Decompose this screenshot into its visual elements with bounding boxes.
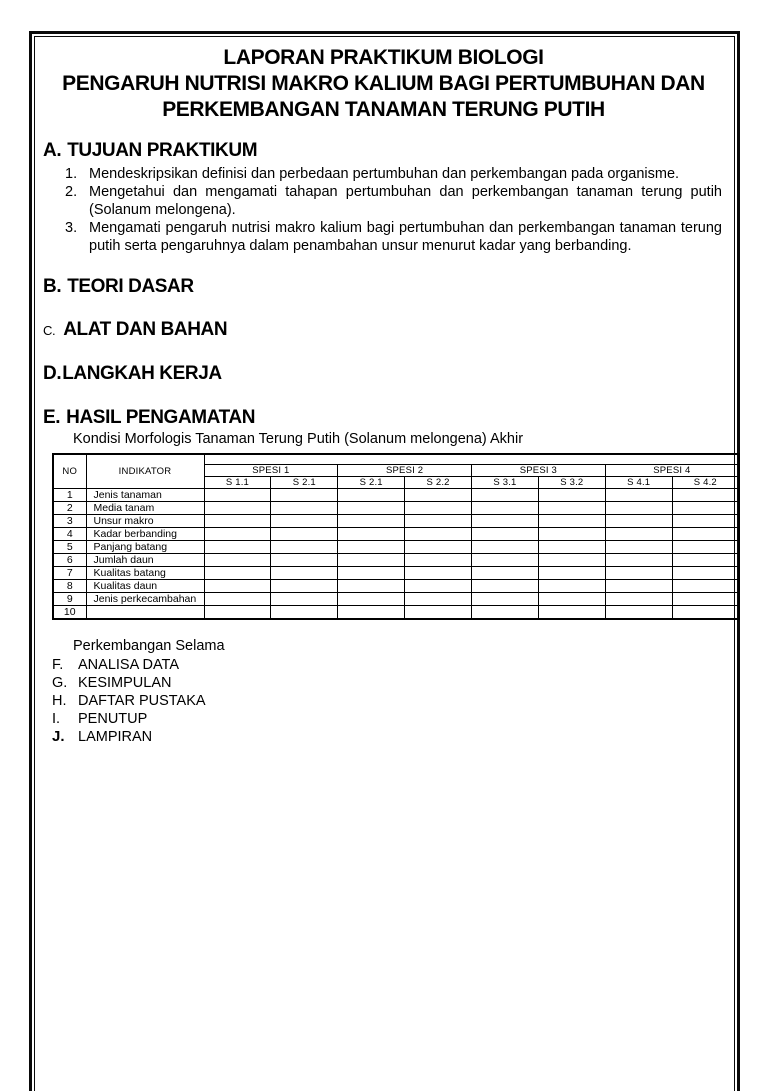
title-line-1: LAPORAN PRAKTIKUM BIOLOGI bbox=[223, 46, 544, 69]
objectives-list bbox=[43, 165, 724, 255]
table-cell-empty bbox=[271, 553, 338, 566]
table-subcol-header: S 1.1 bbox=[204, 476, 271, 488]
table-row bbox=[53, 553, 739, 566]
page-border-outer bbox=[29, 31, 740, 1091]
table-cell-indikator: Panjang batang bbox=[86, 540, 204, 553]
table-cell-empty bbox=[472, 605, 539, 619]
table-cell-indikator: Jenis perkecambahan bbox=[86, 592, 204, 605]
closing-item-text: LAMPIRAN bbox=[78, 728, 153, 745]
table-cell-empty bbox=[672, 566, 739, 579]
section-c-title: ALAT DAN BAHAN bbox=[63, 319, 228, 340]
list-item-text: Mengamati pengaruh nutrisi makro kalium bagi pertumbuhan dan perkembangan tanaman terung putih serta pengaruhnya dalam penambahan unsur menurut kadar yang berbanding. bbox=[89, 220, 722, 254]
table-row bbox=[53, 527, 739, 540]
table-cell-empty bbox=[338, 605, 405, 619]
table-group-header: SPESI 3 bbox=[472, 464, 606, 476]
table-cell-empty bbox=[405, 540, 472, 553]
closing-item-text: ANALISA DATA bbox=[78, 656, 179, 673]
section-b-heading bbox=[43, 275, 724, 299]
table-cell-empty bbox=[204, 553, 271, 566]
table-cell-empty bbox=[672, 540, 739, 553]
table-cell-empty bbox=[538, 566, 605, 579]
table-cell-empty bbox=[605, 579, 672, 592]
section-c-label: C. bbox=[43, 323, 56, 338]
closing-item bbox=[52, 728, 724, 746]
table-cell-no: 3 bbox=[53, 514, 86, 527]
table-cell-indikator: Media tanam bbox=[86, 501, 204, 514]
table-row bbox=[53, 579, 739, 592]
table-cell-indikator: Jenis tanaman bbox=[86, 488, 204, 501]
table-row bbox=[53, 540, 739, 553]
section-a-title: TUJUAN PRAKTIKUM bbox=[67, 140, 258, 161]
table-cell-empty bbox=[472, 514, 539, 527]
table-cell-no: 8 bbox=[53, 579, 86, 592]
table-cell-empty bbox=[405, 527, 472, 540]
table-cell-empty bbox=[405, 488, 472, 501]
table-cell-empty bbox=[672, 488, 739, 501]
closing-note: Perkembangan Selama bbox=[73, 637, 225, 654]
title-line-2: PENGARUH NUTRISI MAKRO KALIUM BAGI PERTUMBUHAN DAN bbox=[62, 72, 705, 95]
list-item-number: 1. bbox=[65, 166, 78, 182]
table-cell-empty bbox=[538, 592, 605, 605]
table-subcol-header: S 3.1 bbox=[472, 476, 539, 488]
table-subcol-header: S 4.1 bbox=[605, 476, 672, 488]
section-d-title: LANGKAH KERJA bbox=[62, 363, 222, 384]
table-cell-empty bbox=[338, 540, 405, 553]
table-cell-no: 1 bbox=[53, 488, 86, 501]
table-cell-empty bbox=[271, 579, 338, 592]
closing-item-label: J. bbox=[52, 727, 65, 745]
table-subcol-header: S 2.1 bbox=[271, 476, 338, 488]
table-cell-empty bbox=[338, 501, 405, 514]
table-cell-no: 7 bbox=[53, 566, 86, 579]
table-cell-empty bbox=[271, 540, 338, 553]
table-cell-empty bbox=[605, 488, 672, 501]
table-cell-empty bbox=[472, 488, 539, 501]
table-group-header: SPESI 2 bbox=[338, 464, 472, 476]
table-header-indikator: INDIKATOR bbox=[86, 454, 204, 488]
table-subcol-header: S 2.1 bbox=[338, 476, 405, 488]
table-cell-no: 5 bbox=[53, 540, 86, 553]
section-b-title: TEORI DASAR bbox=[67, 276, 194, 297]
table-cell-empty bbox=[605, 514, 672, 527]
table-cell-empty bbox=[204, 540, 271, 553]
closing-item-label: H. bbox=[52, 692, 67, 709]
table-cell-empty bbox=[472, 553, 539, 566]
closing-item bbox=[52, 692, 724, 710]
closing-item bbox=[52, 674, 724, 692]
table-header-no: NO bbox=[53, 454, 86, 488]
table-cell-no: 9 bbox=[53, 592, 86, 605]
table-subcol-header: S 3.2 bbox=[538, 476, 605, 488]
page-border-inner bbox=[34, 36, 735, 1091]
list-item-number: 3. bbox=[65, 220, 78, 236]
table-cell-empty bbox=[672, 553, 739, 566]
table-cell-empty bbox=[538, 605, 605, 619]
table-cell-empty bbox=[204, 501, 271, 514]
table-cell-empty bbox=[605, 501, 672, 514]
table-cell-empty bbox=[538, 514, 605, 527]
table-cell-empty bbox=[672, 592, 739, 605]
table-cell-empty bbox=[338, 566, 405, 579]
table-cell-indikator: Kualitas daun bbox=[86, 579, 204, 592]
table-cell-empty bbox=[605, 592, 672, 605]
table-cell-empty bbox=[538, 527, 605, 540]
table-cell-empty bbox=[338, 488, 405, 501]
table-cell-indikator: Unsur makro bbox=[86, 514, 204, 527]
table-cell-empty bbox=[472, 527, 539, 540]
table-cell-indikator: Kualitas batang bbox=[86, 566, 204, 579]
list-item-number: 2. bbox=[65, 184, 78, 200]
table-cell-empty bbox=[204, 527, 271, 540]
table-cell-empty bbox=[271, 566, 338, 579]
table-cell-empty bbox=[338, 527, 405, 540]
table-cell-empty bbox=[204, 488, 271, 501]
section-e-label: E. bbox=[43, 407, 61, 428]
table-cell-empty bbox=[271, 592, 338, 605]
table-cell-empty bbox=[338, 579, 405, 592]
table-cell-empty bbox=[204, 579, 271, 592]
table-cell-empty bbox=[472, 501, 539, 514]
table-row bbox=[53, 488, 739, 501]
table-cell-empty bbox=[605, 527, 672, 540]
section-d-heading bbox=[43, 362, 724, 386]
section-d-label: D. bbox=[43, 363, 62, 384]
section-a-heading bbox=[43, 139, 724, 163]
table-cell-empty bbox=[605, 605, 672, 619]
table-cell-empty bbox=[538, 540, 605, 553]
table-cell-empty bbox=[405, 605, 472, 619]
document-title bbox=[43, 45, 724, 123]
closing-item bbox=[52, 656, 724, 674]
table-row bbox=[53, 514, 739, 527]
section-a-label: A. bbox=[43, 140, 62, 161]
table-cell-empty bbox=[338, 553, 405, 566]
section-b-label: B. bbox=[43, 276, 62, 297]
table-cell-no: 10 bbox=[53, 605, 86, 619]
table-cell-no: 6 bbox=[53, 553, 86, 566]
table-cell-empty bbox=[338, 592, 405, 605]
table-subcol-header: S 4.2 bbox=[672, 476, 739, 488]
table-cell-empty bbox=[472, 540, 539, 553]
table-cell-empty bbox=[204, 566, 271, 579]
title-line-3: PERKEMBANGAN TANAMAN TERUNG PUTIH bbox=[162, 98, 605, 121]
table-cell-empty bbox=[271, 501, 338, 514]
list-item bbox=[65, 165, 724, 183]
table-cell-empty bbox=[405, 592, 472, 605]
section-c-heading bbox=[43, 318, 724, 343]
closing-item-label: F. bbox=[52, 656, 64, 673]
table-row bbox=[53, 592, 739, 605]
closing-item-label: G. bbox=[52, 674, 68, 691]
table-cell-indikator: Kadar berbanding bbox=[86, 527, 204, 540]
table-cell-empty bbox=[271, 488, 338, 501]
table-cell-no: 2 bbox=[53, 501, 86, 514]
table-subcol-header: S 2.2 bbox=[405, 476, 472, 488]
table-header-blank bbox=[204, 454, 739, 464]
table-cell-empty bbox=[405, 501, 472, 514]
table-cell-empty bbox=[605, 540, 672, 553]
table-cell-empty bbox=[472, 566, 539, 579]
table-cell-empty bbox=[605, 553, 672, 566]
closing-item bbox=[52, 710, 724, 728]
table-cell-empty bbox=[672, 527, 739, 540]
table-cell-empty bbox=[605, 566, 672, 579]
table-cell-empty bbox=[271, 514, 338, 527]
table-group-header: SPESI 1 bbox=[204, 464, 338, 476]
table-cell-empty bbox=[538, 488, 605, 501]
table-group-header: SPESI 4 bbox=[605, 464, 739, 476]
table-cell-indikator: Jumlah daun bbox=[86, 553, 204, 566]
table-cell-empty bbox=[472, 579, 539, 592]
table-row bbox=[53, 605, 739, 619]
observation-table bbox=[52, 453, 740, 620]
table-cell-empty bbox=[405, 514, 472, 527]
table-row bbox=[53, 501, 739, 514]
table-cell-empty bbox=[405, 566, 472, 579]
table-cell-empty bbox=[204, 592, 271, 605]
table-cell-empty bbox=[472, 592, 539, 605]
closing-list bbox=[52, 656, 724, 746]
table-cell-empty bbox=[338, 514, 405, 527]
observation-caption: Kondisi Morfologis Tanaman Terung Putih (Solanum melongena) Akhir bbox=[73, 431, 524, 447]
table-cell-no: 4 bbox=[53, 527, 86, 540]
closing-item-text: KESIMPULAN bbox=[78, 674, 172, 691]
closing-item-text: PENUTUP bbox=[78, 710, 148, 727]
table-cell-empty bbox=[405, 579, 472, 592]
table-cell-empty bbox=[271, 605, 338, 619]
table-cell-indikator bbox=[86, 605, 204, 619]
table-cell-empty bbox=[405, 553, 472, 566]
table-cell-empty bbox=[672, 605, 739, 619]
closing-item-label: I. bbox=[52, 710, 61, 727]
list-item-text: Mendeskripsikan definisi dan perbedaan pertumbuhan dan perkembangan pada organisme. bbox=[89, 166, 680, 182]
table-cell-empty bbox=[672, 579, 739, 592]
section-e-title: HASIL PENGAMATAN bbox=[66, 407, 256, 428]
table-cell-empty bbox=[538, 579, 605, 592]
table-cell-empty bbox=[271, 527, 338, 540]
table-cell-empty bbox=[204, 605, 271, 619]
table-cell-empty bbox=[538, 501, 605, 514]
closing-item-text: DAFTAR PUSTAKA bbox=[78, 692, 206, 709]
table-row bbox=[53, 566, 739, 579]
list-item bbox=[65, 219, 724, 255]
table-cell-empty bbox=[204, 514, 271, 527]
list-item bbox=[65, 183, 724, 219]
table-cell-empty bbox=[672, 514, 739, 527]
section-e-heading bbox=[43, 406, 724, 430]
table-cell-empty bbox=[538, 553, 605, 566]
table-header-row-blank bbox=[53, 454, 739, 464]
table-cell-empty bbox=[672, 501, 739, 514]
list-item-text: Mengetahui dan mengamati tahapan pertumbuhan dan perkembangan tanaman terung putih (Solanum melongena). bbox=[89, 184, 722, 218]
